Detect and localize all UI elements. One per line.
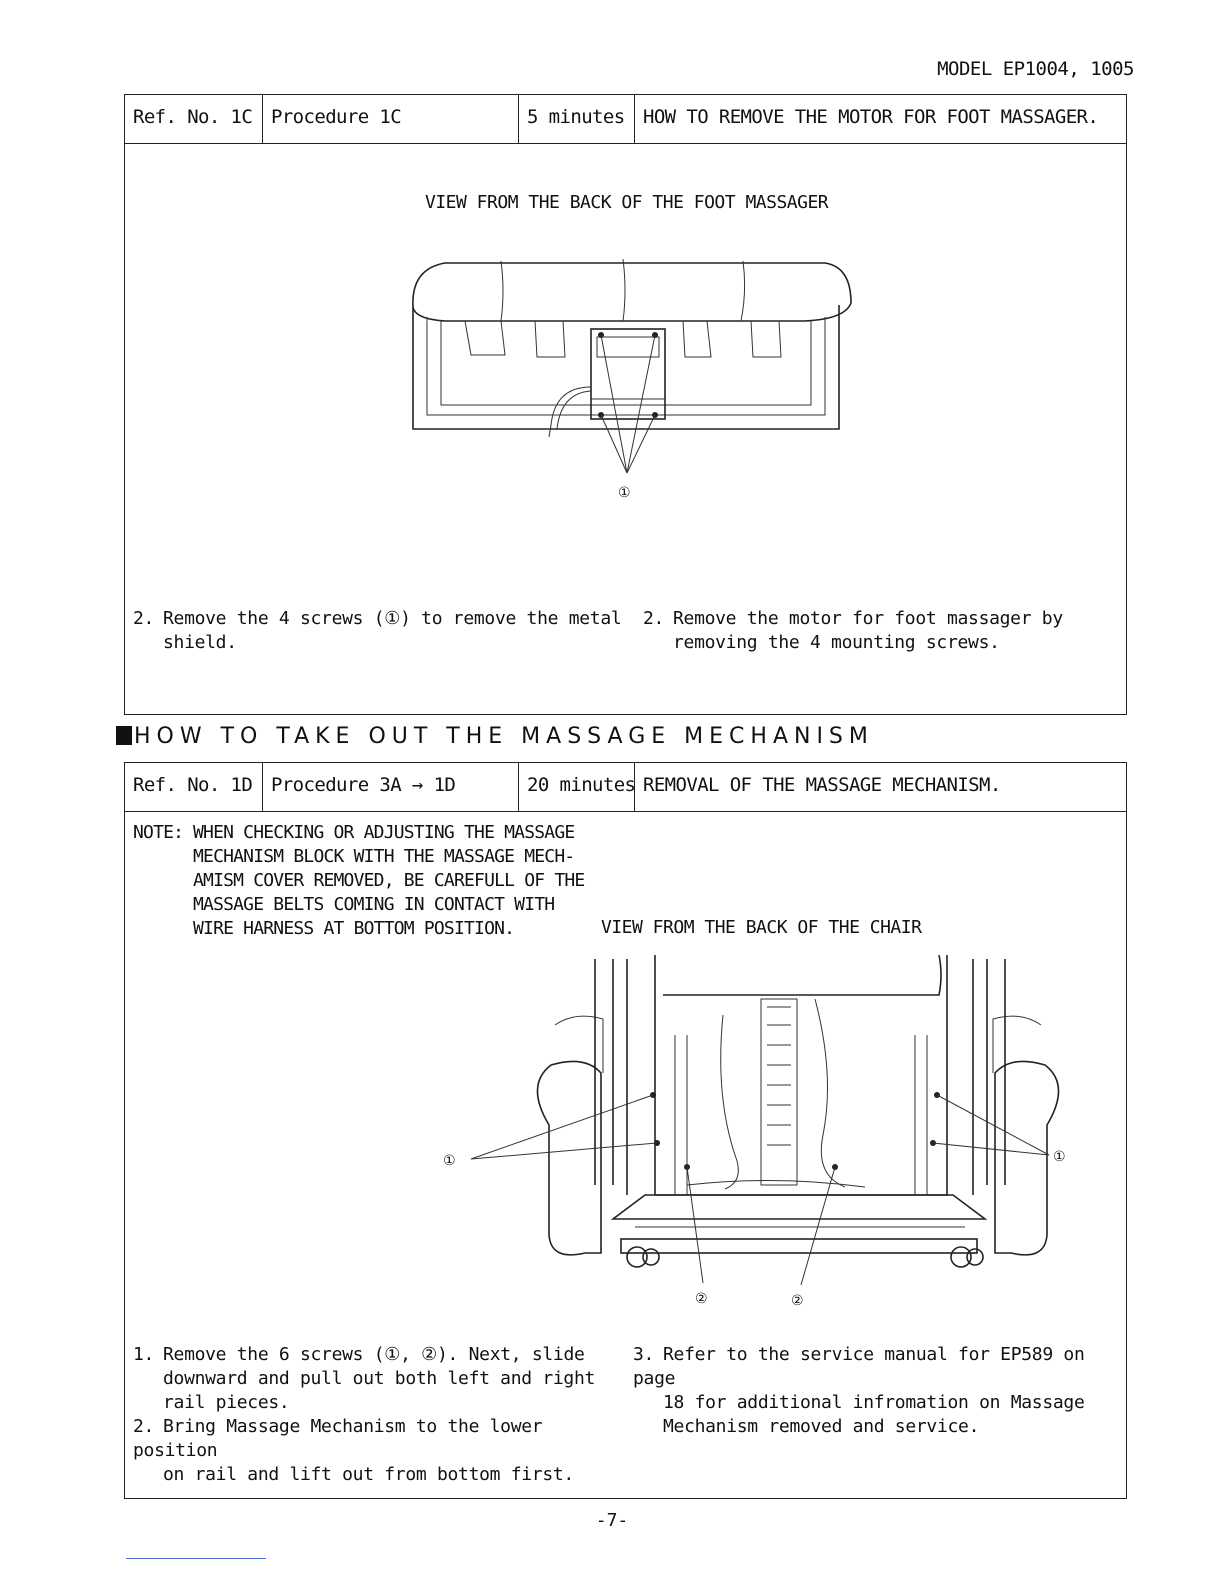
step-item: [643, 607, 1113, 655]
step-item: [133, 1343, 623, 1487]
step-text: Mechanism removed and service.: [663, 1416, 980, 1437]
time-estimate: 5 minutes: [519, 95, 635, 143]
step-number: 2.: [133, 1416, 155, 1437]
step-text: Remove the motor for foot massager by: [673, 608, 1063, 629]
procedure-label: Procedure 1C: [263, 95, 519, 143]
note-label: NOTE:: [133, 822, 184, 843]
step-text: shield.: [163, 632, 237, 653]
step-text: downward and pull out both left and right: [163, 1368, 596, 1389]
step-text: Refer to the service manual for EP589 on page: [633, 1344, 1085, 1389]
ref-number: Ref. No. 1C: [125, 95, 263, 143]
step-text: 18 for additional infromation on Massage: [663, 1392, 1085, 1413]
procedure-label: Procedure 3A → 1D: [263, 763, 519, 811]
chair-back-diagram: [425, 955, 1125, 1315]
view-caption-chair: VIEW FROM THE BACK OF THE CHAIR: [601, 917, 922, 938]
note-text: WIRE HARNESS AT BOTTOM POSITION.: [193, 918, 515, 939]
caution-note: [133, 821, 584, 941]
procedure-header-1c: [125, 95, 1126, 144]
step-text: Remove the 4 screws (①) to remove the metal: [163, 608, 622, 629]
screw-callout-1-left: ①: [443, 1153, 456, 1169]
screw-callout-1: ①: [618, 485, 631, 501]
foot-massager-diagram: [405, 245, 865, 505]
time-estimate: 20 minutes: [519, 763, 635, 811]
screw-callout-2-right: ②: [791, 1293, 804, 1309]
step-text: removing the 4 mounting screws.: [673, 632, 1000, 653]
step-text: on rail and lift out from bottom first.: [163, 1464, 574, 1485]
model-number: MODEL EP1004, 1005: [937, 58, 1134, 80]
note-text: MASSAGE BELTS COMING IN CONTACT WITH: [193, 894, 555, 915]
note-text: MECHANISM BLOCK WITH THE MASSAGE MECH-: [193, 846, 575, 867]
step-item: [133, 607, 623, 655]
step-text: rail pieces.: [163, 1392, 290, 1413]
note-text: AMISM COVER REMOVED, BE CAREFULL OF THE: [193, 870, 585, 891]
step-number: 2.: [133, 608, 155, 629]
ref-number: Ref. No. 1D: [125, 763, 263, 811]
view-caption-foot-massager: VIEW FROM THE BACK OF THE FOOT MASSAGER: [425, 192, 829, 213]
step-text: Bring Massage Mechanism to the lower position: [133, 1416, 543, 1461]
screw-callout-1-right: ①: [1053, 1149, 1066, 1165]
procedure-box-1d: [124, 762, 1127, 1499]
screw-callout-2-left: ②: [695, 1291, 708, 1307]
step-item: [633, 1343, 1123, 1439]
step-number: 1.: [133, 1344, 155, 1365]
procedure-header-1d: [125, 763, 1126, 812]
note-text: WHEN CHECKING OR ADJUSTING THE MASSAGE: [193, 822, 575, 843]
procedure-title: HOW TO REMOVE THE MOTOR FOR FOOT MASSAGER.: [643, 106, 1099, 128]
page-number: -7-: [595, 1510, 629, 1531]
procedure-title: REMOVAL OF THE MASSAGE MECHANISM.: [643, 774, 1001, 796]
procedure-box-1c: [124, 94, 1127, 715]
step-number: 2.: [643, 608, 665, 629]
bullet-square-icon: [116, 726, 132, 745]
step-number: 3.: [633, 1344, 655, 1365]
section-heading-text: HOW TO TAKE OUT THE MASSAGE MECHANISM: [134, 724, 874, 749]
step-text: Remove the 6 screws (①, ②). Next, slide: [163, 1344, 585, 1365]
section-heading: [116, 724, 874, 749]
footer-rule: [126, 1558, 266, 1559]
